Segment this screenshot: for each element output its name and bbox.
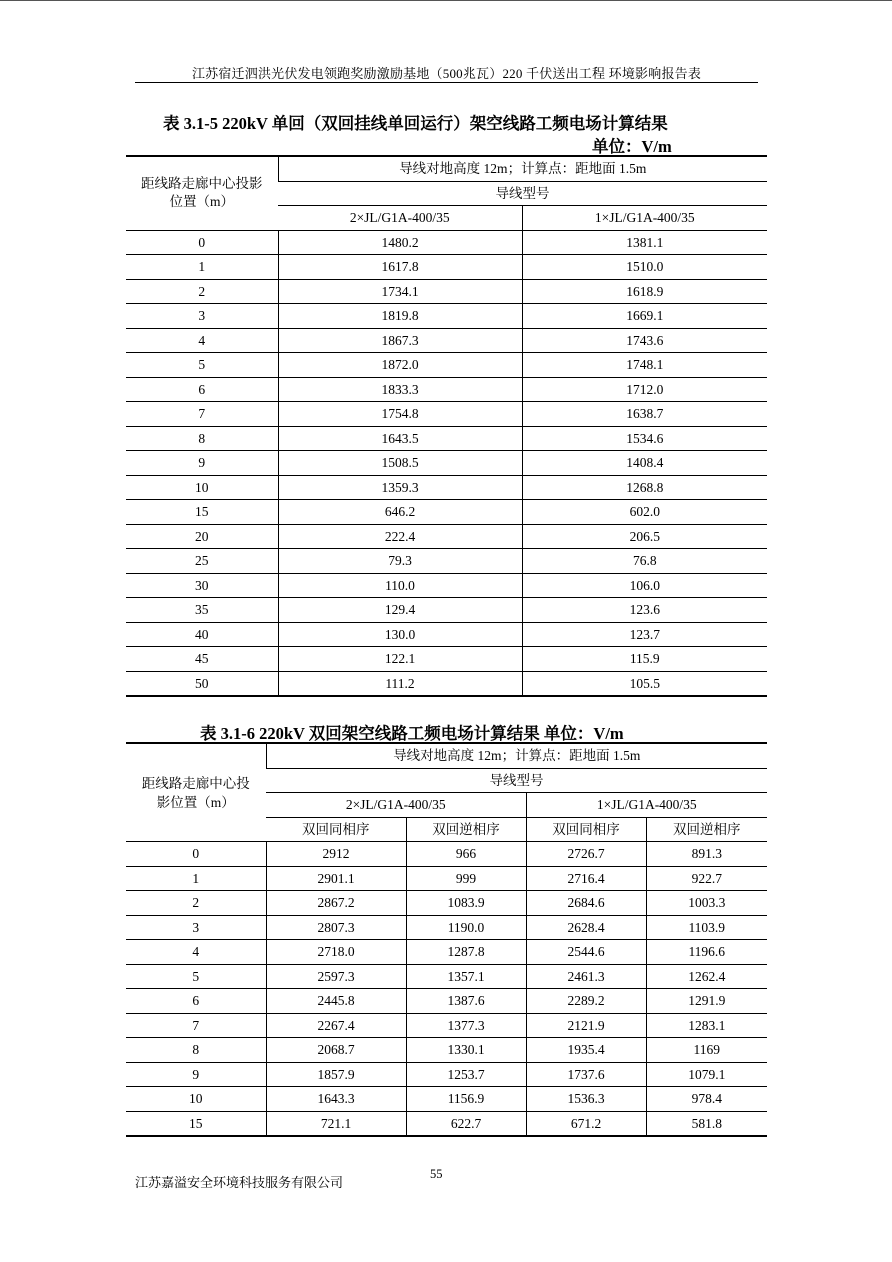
value-cell: 1359.3 xyxy=(278,475,522,500)
value-cell: 1381.1 xyxy=(522,230,767,255)
value-cell: 1196.6 xyxy=(646,940,767,965)
value-cell: 1872.0 xyxy=(278,353,522,378)
table2-data-row xyxy=(126,1062,767,1087)
value-cell: 1268.8 xyxy=(522,475,767,500)
value-cell: 1253.7 xyxy=(406,1062,526,1087)
distance-cell: 5 xyxy=(126,353,278,378)
value-cell: 622.7 xyxy=(406,1111,526,1136)
value-cell: 1534.6 xyxy=(522,426,767,451)
table1-group-label: 导线型号 xyxy=(278,181,767,206)
value-cell: 79.3 xyxy=(278,549,522,574)
value-cell: 1377.3 xyxy=(406,1013,526,1038)
value-cell: 2445.8 xyxy=(266,989,406,1014)
value-cell: 110.0 xyxy=(278,573,522,598)
table1-data-row xyxy=(126,500,767,525)
table1-data-row xyxy=(126,353,767,378)
table1-data-row xyxy=(126,377,767,402)
table2-data-row xyxy=(126,1013,767,1038)
value-cell: 1754.8 xyxy=(278,402,522,427)
distance-cell: 25 xyxy=(126,549,278,574)
table1-data-row xyxy=(126,622,767,647)
table1-data-row xyxy=(126,328,767,353)
value-cell: 1083.9 xyxy=(406,891,526,916)
table1-row-header-text: 距线路走廊中心投影位置（m） xyxy=(141,176,263,210)
value-cell: 1387.6 xyxy=(406,989,526,1014)
value-cell: 1638.7 xyxy=(522,402,767,427)
table1-electric-field-single-circuit xyxy=(126,155,767,697)
value-cell: 966 xyxy=(406,842,526,867)
table2-conductor-header: 2×JL/G1A-400/35 xyxy=(266,793,526,818)
value-cell: 721.1 xyxy=(266,1111,406,1136)
distance-cell: 0 xyxy=(126,842,266,867)
distance-cell: 2 xyxy=(126,279,278,304)
distance-cell: 8 xyxy=(126,1038,266,1063)
distance-cell: 6 xyxy=(126,989,266,1014)
distance-cell: 15 xyxy=(126,500,278,525)
distance-cell: 9 xyxy=(126,451,278,476)
value-cell: 2684.6 xyxy=(526,891,646,916)
value-cell: 1480.2 xyxy=(278,230,522,255)
table1-data-row xyxy=(126,255,767,280)
value-cell: 2867.2 xyxy=(266,891,406,916)
table1-data-row xyxy=(126,671,767,696)
table1-data-row xyxy=(126,524,767,549)
value-cell: 2597.3 xyxy=(266,964,406,989)
table1-data-row xyxy=(126,549,767,574)
value-cell: 1169 xyxy=(646,1038,767,1063)
table1-header-row xyxy=(126,156,767,181)
value-cell: 602.0 xyxy=(522,500,767,525)
distance-cell: 6 xyxy=(126,377,278,402)
page-top-border xyxy=(0,0,892,1)
value-cell: 111.2 xyxy=(278,671,522,696)
page-number: 55 xyxy=(430,1167,443,1181)
report-header: 江苏宿迁泗洪光伏发电领跑奖励激励基地（500兆瓦）220 千伏送出工程 环境影响报告表 xyxy=(191,66,702,81)
value-cell: 2461.3 xyxy=(526,964,646,989)
value-cell: 646.2 xyxy=(278,500,522,525)
value-cell: 1935.4 xyxy=(526,1038,646,1063)
value-cell: 222.4 xyxy=(278,524,522,549)
value-cell: 671.2 xyxy=(526,1111,646,1136)
value-cell: 1857.9 xyxy=(266,1062,406,1087)
value-cell: 115.9 xyxy=(522,647,767,672)
table2-subcolumn-header: 双回逆相序 xyxy=(406,817,526,842)
value-cell: 978.4 xyxy=(646,1087,767,1112)
value-cell: 123.7 xyxy=(522,622,767,647)
table1-data-row xyxy=(126,598,767,623)
value-cell: 206.5 xyxy=(522,524,767,549)
header-rule xyxy=(135,82,758,83)
distance-cell: 1 xyxy=(126,866,266,891)
value-cell: 2726.7 xyxy=(526,842,646,867)
table1-data-row xyxy=(126,402,767,427)
table2-data-row xyxy=(126,1038,767,1063)
table2-row-header-text: 距线路走廊中心投影位置（m） xyxy=(141,775,250,810)
value-cell: 1262.4 xyxy=(646,964,767,989)
value-cell: 581.8 xyxy=(646,1111,767,1136)
value-cell: 1712.0 xyxy=(522,377,767,402)
value-cell: 2289.2 xyxy=(526,989,646,1014)
distance-cell: 3 xyxy=(126,304,278,329)
value-cell: 2628.4 xyxy=(526,915,646,940)
value-cell: 2718.0 xyxy=(266,940,406,965)
table2-row-header xyxy=(126,743,266,842)
distance-cell: 4 xyxy=(126,940,266,965)
table2-condition: 导线对地高度 12m；计算点：距地面 1.5m xyxy=(266,743,767,768)
value-cell: 2267.4 xyxy=(266,1013,406,1038)
value-cell: 1156.9 xyxy=(406,1087,526,1112)
value-cell: 2068.7 xyxy=(266,1038,406,1063)
value-cell: 1079.1 xyxy=(646,1062,767,1087)
distance-cell: 5 xyxy=(126,964,266,989)
table2-data-row xyxy=(126,915,767,940)
value-cell: 2716.4 xyxy=(526,866,646,891)
table2-caption: 表 3.1-6 220kV 双回架空线路工频电场计算结果 单位：V/m xyxy=(200,724,624,743)
table2-data-row xyxy=(126,866,767,891)
value-cell: 1357.1 xyxy=(406,964,526,989)
value-cell: 1669.1 xyxy=(522,304,767,329)
value-cell: 1833.3 xyxy=(278,377,522,402)
distance-cell: 1 xyxy=(126,255,278,280)
table1-column-header: 1×JL/G1A-400/35 xyxy=(522,206,767,231)
table1-caption: 表 3.1-5 220kV 单回（双回挂线单回运行）架空线路工频电场计算结果 xyxy=(163,114,668,133)
value-cell: 130.0 xyxy=(278,622,522,647)
value-cell: 1618.9 xyxy=(522,279,767,304)
value-cell: 105.5 xyxy=(522,671,767,696)
distance-cell: 0 xyxy=(126,230,278,255)
value-cell: 76.8 xyxy=(522,549,767,574)
table2-header-row xyxy=(126,743,767,768)
value-cell: 1287.8 xyxy=(406,940,526,965)
table2-data-row xyxy=(126,1111,767,1136)
value-cell: 1003.3 xyxy=(646,891,767,916)
value-cell: 1510.0 xyxy=(522,255,767,280)
table1-data-row xyxy=(126,426,767,451)
value-cell: 2121.9 xyxy=(526,1013,646,1038)
distance-cell: 15 xyxy=(126,1111,266,1136)
table2-data-row xyxy=(126,940,767,965)
value-cell: 106.0 xyxy=(522,573,767,598)
value-cell: 1408.4 xyxy=(522,451,767,476)
distance-cell: 10 xyxy=(126,1087,266,1112)
value-cell: 129.4 xyxy=(278,598,522,623)
table1-data-row xyxy=(126,279,767,304)
table1-row-header xyxy=(126,156,278,230)
table2-data-row xyxy=(126,989,767,1014)
table1-data-row xyxy=(126,304,767,329)
value-cell: 1643.5 xyxy=(278,426,522,451)
table2-data-row xyxy=(126,964,767,989)
value-cell: 999 xyxy=(406,866,526,891)
distance-cell: 40 xyxy=(126,622,278,647)
distance-cell: 50 xyxy=(126,671,278,696)
value-cell: 891.3 xyxy=(646,842,767,867)
value-cell: 1330.1 xyxy=(406,1038,526,1063)
table1-column-header: 2×JL/G1A-400/35 xyxy=(278,206,522,231)
distance-cell: 7 xyxy=(126,1013,266,1038)
value-cell: 1737.6 xyxy=(526,1062,646,1087)
distance-cell: 10 xyxy=(126,475,278,500)
distance-cell: 8 xyxy=(126,426,278,451)
table2-group-label: 导线型号 xyxy=(266,768,767,793)
distance-cell: 4 xyxy=(126,328,278,353)
table2-data-row xyxy=(126,842,767,867)
table2-conductor-header: 1×JL/G1A-400/35 xyxy=(526,793,767,818)
table1-unit: 单位：V/m xyxy=(592,137,672,156)
footer-company: 江苏嘉溢安全环境科技服务有限公司 xyxy=(135,1175,344,1190)
value-cell: 2901.1 xyxy=(266,866,406,891)
table2-electric-field-double-circuit xyxy=(126,742,767,1137)
value-cell: 1867.3 xyxy=(278,328,522,353)
distance-cell: 20 xyxy=(126,524,278,549)
table2-data-row xyxy=(126,891,767,916)
value-cell: 122.1 xyxy=(278,647,522,672)
distance-cell: 7 xyxy=(126,402,278,427)
value-cell: 1748.1 xyxy=(522,353,767,378)
value-cell: 2912 xyxy=(266,842,406,867)
value-cell: 1643.3 xyxy=(266,1087,406,1112)
value-cell: 922.7 xyxy=(646,866,767,891)
value-cell: 1819.8 xyxy=(278,304,522,329)
value-cell: 1617.8 xyxy=(278,255,522,280)
distance-cell: 35 xyxy=(126,598,278,623)
table2-subcolumn-header: 双回同相序 xyxy=(526,817,646,842)
value-cell: 1743.6 xyxy=(522,328,767,353)
value-cell: 2807.3 xyxy=(266,915,406,940)
table1-data-row xyxy=(126,230,767,255)
table1-data-row xyxy=(126,573,767,598)
value-cell: 2544.6 xyxy=(526,940,646,965)
table2-subcolumn-header: 双回逆相序 xyxy=(646,817,767,842)
table1-data-row xyxy=(126,475,767,500)
distance-cell: 3 xyxy=(126,915,266,940)
table2-data-row xyxy=(126,1087,767,1112)
value-cell: 1508.5 xyxy=(278,451,522,476)
table1-data-row xyxy=(126,647,767,672)
table1-data-row xyxy=(126,451,767,476)
table2-subcolumn-header: 双回同相序 xyxy=(266,817,406,842)
distance-cell: 30 xyxy=(126,573,278,598)
value-cell: 1536.3 xyxy=(526,1087,646,1112)
value-cell: 1283.1 xyxy=(646,1013,767,1038)
distance-cell: 45 xyxy=(126,647,278,672)
value-cell: 1291.9 xyxy=(646,989,767,1014)
value-cell: 1190.0 xyxy=(406,915,526,940)
distance-cell: 9 xyxy=(126,1062,266,1087)
distance-cell: 2 xyxy=(126,891,266,916)
table1-condition: 导线对地高度 12m；计算点：距地面 1.5m xyxy=(278,156,767,181)
value-cell: 1734.1 xyxy=(278,279,522,304)
value-cell: 1103.9 xyxy=(646,915,767,940)
value-cell: 123.6 xyxy=(522,598,767,623)
